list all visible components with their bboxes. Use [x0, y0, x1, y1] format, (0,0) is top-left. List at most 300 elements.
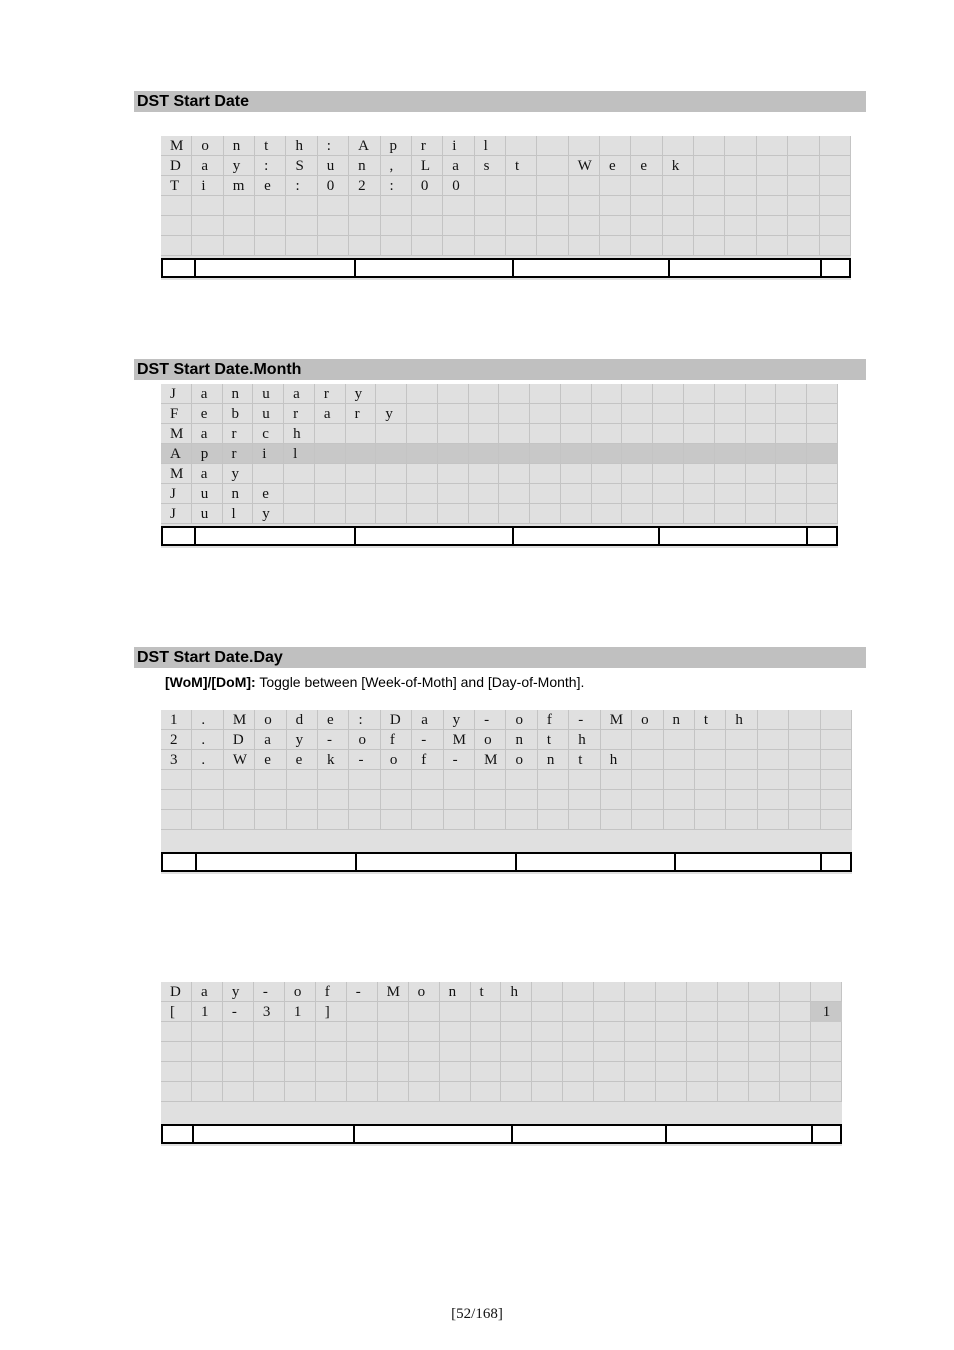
lcd-cell	[749, 1082, 780, 1102]
lcd-cell: f	[316, 982, 347, 1002]
lcd-row	[161, 176, 851, 196]
lcd-cell	[378, 1082, 409, 1102]
lcd-cell	[653, 484, 684, 504]
lcd-cell	[631, 236, 662, 256]
lcd-cell	[538, 770, 569, 790]
lcd-cell	[811, 1082, 842, 1102]
lcd-row	[161, 136, 851, 156]
softkey-6[interactable]	[808, 528, 836, 544]
lcd-cell	[347, 1002, 378, 1022]
lcd-cell: r	[315, 384, 346, 404]
lcd-row[interactable]	[161, 444, 838, 464]
softkey-5[interactable]	[670, 260, 822, 276]
lcd-cell	[412, 790, 443, 810]
lcd-cell: e	[631, 156, 662, 176]
lcd-cell	[255, 770, 286, 790]
lcd-cell	[346, 444, 377, 464]
lcd-cell	[695, 810, 726, 830]
lcd-cell	[318, 810, 349, 830]
lcd-cell	[412, 770, 443, 790]
lcd-cell	[347, 1042, 378, 1062]
lcd-cell	[664, 790, 695, 810]
lcd-cell	[694, 216, 725, 236]
lcd-cell	[695, 730, 726, 750]
lcd-cell	[563, 1022, 594, 1042]
lcd-cell	[407, 444, 438, 464]
softkey-1[interactable]	[163, 260, 196, 276]
lcd-cell	[475, 176, 506, 196]
lcd-cell: t	[506, 156, 537, 176]
lcd-cell: L	[412, 156, 443, 176]
lcd-cell	[663, 216, 694, 236]
lcd-cell	[438, 504, 469, 524]
lcd-row	[161, 730, 852, 750]
lcd-cell: y	[444, 710, 475, 730]
lcd-cell	[409, 1002, 440, 1022]
lcd-cell: 2	[349, 176, 380, 196]
lcd-cell	[656, 1062, 687, 1082]
lcd-cell: r	[223, 424, 254, 444]
lcd-cell	[192, 1062, 223, 1082]
lcd-cell	[469, 504, 500, 524]
lcd-cell	[758, 770, 789, 790]
lcd-cell	[499, 484, 530, 504]
lcd-cell	[224, 790, 255, 810]
lcd-cell	[663, 176, 694, 196]
lcd-cell	[254, 1042, 285, 1062]
lcd-cell	[346, 464, 377, 484]
lcd-cell	[687, 1002, 718, 1022]
softkey-2[interactable]	[197, 854, 357, 870]
lcd-cell	[776, 404, 807, 424]
lcd-cell	[600, 196, 631, 216]
lcd-cell	[715, 404, 746, 424]
softkey-4[interactable]	[514, 260, 670, 276]
lcd-cell	[625, 1022, 656, 1042]
lcd-cell: ]	[316, 1002, 347, 1022]
lcd-cell: 0	[318, 176, 349, 196]
lcd-cell: p	[381, 136, 412, 156]
lcd-cell	[538, 790, 569, 810]
lcd-cell	[443, 216, 474, 236]
lcd-cell: A	[161, 444, 192, 464]
lcd-cell	[192, 196, 223, 216]
lcd-cell	[440, 1082, 471, 1102]
lcd-cell: t	[695, 710, 726, 730]
lcd-cell	[440, 1062, 471, 1082]
lcd-cell	[161, 196, 192, 216]
lcd-cell: r	[284, 404, 315, 424]
lcd-cell	[687, 1022, 718, 1042]
lcd-cell	[656, 1022, 687, 1042]
lcd-cell: -	[254, 982, 285, 1002]
lcd-cell	[255, 196, 286, 216]
lcd-cell: 0	[443, 176, 474, 196]
lcd-cell	[412, 236, 443, 256]
lcd-cell	[161, 810, 192, 830]
lcd-cell	[718, 1082, 749, 1102]
lcd-cell	[438, 424, 469, 444]
lcd-cell	[284, 484, 315, 504]
lcd-cell: o	[506, 750, 537, 770]
lcd-cell	[594, 1062, 625, 1082]
lcd-cell	[407, 484, 438, 504]
lcd-cell: J	[161, 384, 192, 404]
lcd-cell	[530, 444, 561, 464]
lcd-cell	[316, 1082, 347, 1102]
day-of-month-value[interactable]: 1	[811, 1002, 842, 1022]
lcd-cell: o	[192, 136, 223, 156]
lcd-cell	[656, 982, 687, 1002]
lcd-cell	[746, 424, 777, 444]
lcd-cell	[499, 504, 530, 524]
lcd-cell	[563, 1002, 594, 1022]
lcd-cell	[749, 1002, 780, 1022]
lcd-cell	[192, 1082, 223, 1102]
lcd-cell	[378, 1002, 409, 1022]
softkey-4[interactable]	[513, 1126, 667, 1142]
lcd-cell: D	[161, 982, 192, 1002]
lcd-cell	[438, 444, 469, 464]
lcd-cell	[592, 424, 623, 444]
lcd-cell	[749, 1022, 780, 1042]
lcd-cell: a	[192, 424, 223, 444]
lcd-cell	[622, 444, 653, 464]
lcd-cell	[625, 982, 656, 1002]
lcd-cell	[315, 464, 346, 484]
lcd-cell: o	[632, 710, 663, 730]
lcd-cell: t	[569, 750, 600, 770]
lcd-cell	[561, 424, 592, 444]
lcd-cell: D	[381, 710, 412, 730]
lcd-cell: y	[253, 504, 284, 524]
lcd-cell: ,	[381, 156, 412, 176]
lcd-cell	[780, 982, 811, 1002]
lcd-row	[161, 1022, 842, 1042]
lcd-cell: 3	[161, 750, 192, 770]
lcd-cell	[663, 136, 694, 156]
lcd-cell	[684, 444, 715, 464]
lcd-cell	[506, 236, 537, 256]
lcd-cell	[376, 424, 407, 444]
lcd-cell	[407, 504, 438, 524]
lcd-cell	[687, 982, 718, 1002]
lcd-cell	[381, 790, 412, 810]
lcd-cell	[471, 1022, 502, 1042]
lcd-cell	[438, 404, 469, 424]
softkey-6[interactable]	[813, 1126, 840, 1142]
page-number: [52/168]	[451, 1306, 503, 1322]
lcd-cell	[600, 136, 631, 156]
softkey-2[interactable]	[196, 528, 356, 544]
softkey-3[interactable]	[355, 1126, 513, 1142]
lcd-cell	[687, 1062, 718, 1082]
lcd-cell: e	[255, 176, 286, 196]
lcd-cell: n	[224, 136, 255, 156]
softkey-1[interactable]	[163, 854, 197, 870]
lcd-cell: n	[440, 982, 471, 1002]
lcd-cell	[223, 1042, 254, 1062]
lcd-cell	[592, 404, 623, 424]
lcd-cell	[409, 1062, 440, 1082]
lcd-cell	[622, 464, 653, 484]
lcd-cell: J	[161, 484, 192, 504]
lcd-cell	[506, 770, 537, 790]
lcd-cell	[532, 1022, 563, 1042]
lcd-cell	[718, 982, 749, 1002]
lcd-cell	[316, 1022, 347, 1042]
lcd-cell: J	[161, 504, 192, 524]
lcd-cell	[653, 424, 684, 444]
lcd-cell	[622, 384, 653, 404]
lcd-cell	[253, 464, 284, 484]
lcd-cell	[788, 156, 819, 176]
softkey-2[interactable]	[196, 260, 356, 276]
lcd-cell	[161, 1042, 192, 1062]
lcd-cell	[780, 1042, 811, 1062]
lcd-cell	[530, 404, 561, 424]
lcd-cell: h	[569, 730, 600, 750]
lcd-cell	[440, 1002, 471, 1022]
lcd-cell	[475, 236, 506, 256]
lcd-cell	[653, 384, 684, 404]
softkey-6[interactable]	[822, 854, 850, 870]
lcd-cell: -	[475, 710, 506, 730]
softkey-1[interactable]	[163, 1126, 194, 1142]
lcd-cell	[315, 424, 346, 444]
lcd-cell: r	[412, 136, 443, 156]
lcd-cell: o	[381, 750, 412, 770]
lcd-cell	[821, 750, 852, 770]
lcd-cell	[316, 1062, 347, 1082]
softkey-2[interactable]	[194, 1126, 355, 1142]
lcd-cell	[161, 770, 192, 790]
lcd-cell	[757, 156, 788, 176]
lcd-cell	[789, 810, 820, 830]
lcd-cell: M	[444, 730, 475, 750]
lcd-cell	[663, 236, 694, 256]
lcd-cell	[286, 236, 317, 256]
lcd-cell: -	[347, 982, 378, 1002]
lcd-cell	[381, 770, 412, 790]
lcd-cell: u	[253, 404, 284, 424]
lcd-cell	[444, 790, 475, 810]
lcd-cell	[407, 404, 438, 424]
softkey-1[interactable]	[163, 528, 196, 544]
lcd-cell: -	[223, 1002, 254, 1022]
lcd-cell	[444, 810, 475, 830]
lcd-cell	[224, 810, 255, 830]
lcd-cell	[776, 464, 807, 484]
lcd-cell: e	[192, 404, 223, 424]
lcd-row	[161, 1002, 842, 1022]
lcd-cell	[631, 176, 662, 196]
softkey-5[interactable]	[676, 854, 822, 870]
lcd-cell	[625, 1082, 656, 1102]
lcd-cell	[789, 770, 820, 790]
lcd-cell	[632, 810, 663, 830]
lcd-cell	[318, 236, 349, 256]
lcd-cell	[409, 1082, 440, 1102]
lcd-cell	[664, 770, 695, 790]
description-text	[165, 673, 584, 691]
lcd-cell	[285, 1042, 316, 1062]
lcd-cell: i	[253, 444, 284, 464]
lcd-cell	[632, 750, 663, 770]
lcd-cell	[653, 404, 684, 424]
lcd-cell	[694, 136, 725, 156]
lcd-cell: a	[315, 404, 346, 424]
lcd-cell	[530, 424, 561, 444]
lcd-cell	[501, 1042, 532, 1062]
lcd-cell: d	[287, 710, 318, 730]
lcd-cell	[471, 1042, 502, 1062]
lcd-cell	[561, 464, 592, 484]
lcd-cell	[788, 176, 819, 196]
description-body: Toggle between [Week-of-Moth] and [Day-of-Month].	[255, 674, 585, 690]
lcd-cell	[569, 136, 600, 156]
lcd-cell: .	[192, 710, 223, 730]
lcd-cell	[224, 770, 255, 790]
lcd-cell	[592, 444, 623, 464]
lcd-cell	[746, 444, 777, 464]
lcd-cell	[349, 790, 380, 810]
lcd-cell: W	[569, 156, 600, 176]
lcd-cell	[776, 384, 807, 404]
lcd-cell	[440, 1022, 471, 1042]
softkey-5[interactable]	[667, 1126, 813, 1142]
lcd-cell	[600, 236, 631, 256]
lcd-cell	[532, 1002, 563, 1022]
softkey-bar	[161, 526, 838, 546]
lcd-cell	[561, 384, 592, 404]
lcd-cell	[161, 236, 192, 256]
lcd-cell	[192, 216, 223, 236]
lcd-cell	[715, 484, 746, 504]
lcd-cell: s	[475, 156, 506, 176]
lcd-cell	[471, 1002, 502, 1022]
softkey-3[interactable]	[357, 854, 517, 870]
lcd-cell: [	[161, 1002, 192, 1022]
lcd-cell	[625, 1042, 656, 1062]
lcd-cell	[780, 1062, 811, 1082]
lcd-cell	[530, 384, 561, 404]
lcd-cell	[537, 196, 568, 216]
lcd-cell: .	[192, 730, 223, 750]
lcd-cell	[501, 1022, 532, 1042]
lcd-cell	[663, 196, 694, 216]
lcd-cell	[594, 982, 625, 1002]
lcd-cell	[284, 504, 315, 524]
lcd-cell	[407, 384, 438, 404]
lcd-cell	[695, 790, 726, 810]
lcd-cell	[684, 504, 715, 524]
lcd-cell: o	[285, 982, 316, 1002]
lcd-cell	[471, 1062, 502, 1082]
lcd-cell	[631, 216, 662, 236]
softkey-5[interactable]	[660, 528, 808, 544]
lcd-cell	[746, 404, 777, 424]
lcd-cell: -	[318, 730, 349, 750]
lcd-cell	[807, 404, 838, 424]
lcd-cell	[684, 464, 715, 484]
lcd-cell	[255, 790, 286, 810]
lcd-cell: l	[475, 136, 506, 156]
lcd-cell: -	[444, 750, 475, 770]
softkey-3[interactable]	[356, 260, 514, 276]
lcd-cell	[664, 810, 695, 830]
lcd-cell: 0	[412, 176, 443, 196]
lcd-cell	[757, 236, 788, 256]
lcd-cell	[318, 770, 349, 790]
lcd-cell: c	[253, 424, 284, 444]
lcd-row	[161, 156, 851, 176]
softkey-4[interactable]	[517, 854, 676, 870]
lcd-cell	[625, 1062, 656, 1082]
lcd-cell	[664, 730, 695, 750]
softkey-4[interactable]	[514, 528, 660, 544]
lcd-cell	[601, 810, 632, 830]
lcd-cell	[438, 484, 469, 504]
lcd-cell	[440, 1042, 471, 1062]
lcd-cell	[561, 504, 592, 524]
lcd-cell: h	[286, 136, 317, 156]
lcd-cell: M	[161, 424, 192, 444]
lcd-cell: o	[506, 710, 537, 730]
lcd-cell	[499, 404, 530, 424]
lcd-cell	[469, 444, 500, 464]
lcd-cell: T	[161, 176, 192, 196]
lcd-cell: 3	[254, 1002, 285, 1022]
softkey-bar	[161, 1124, 842, 1144]
lcd-cell	[821, 730, 852, 750]
lcd-cell	[315, 444, 346, 464]
lcd-cell	[746, 504, 777, 524]
lcd-cell	[346, 504, 377, 524]
lcd-cell: n	[349, 156, 380, 176]
lcd-cell: D	[224, 730, 255, 750]
lcd-cell	[811, 1062, 842, 1082]
lcd-cell	[376, 444, 407, 464]
lcd-cell	[563, 982, 594, 1002]
lcd-cell	[656, 1042, 687, 1062]
lcd-cell: M	[224, 710, 255, 730]
lcd-cell	[807, 484, 838, 504]
lcd-cell: 1	[161, 710, 192, 730]
lcd-cell: o	[409, 982, 440, 1002]
lcd-cell: n	[223, 484, 254, 504]
lcd-cell	[443, 196, 474, 216]
lcd-cell	[469, 384, 500, 404]
softkey-3[interactable]	[356, 528, 514, 544]
lcd-cell	[725, 176, 756, 196]
section-title-dst-start-date-month: DST Start Date.Month	[134, 359, 866, 380]
lcd-row	[161, 770, 852, 790]
softkey-6[interactable]	[822, 260, 849, 276]
lcd-cell	[684, 484, 715, 504]
lcd-cell	[718, 1062, 749, 1082]
lcd-cell	[789, 730, 820, 750]
lcd-cell	[569, 216, 600, 236]
lcd-cell	[569, 810, 600, 830]
lcd-row	[161, 790, 852, 810]
lcd-cell	[820, 136, 851, 156]
lcd-cell	[255, 216, 286, 236]
lcd-cell: h	[726, 710, 757, 730]
lcd-cell	[378, 1062, 409, 1082]
lcd-cell	[286, 196, 317, 216]
lcd-cell	[749, 1062, 780, 1082]
